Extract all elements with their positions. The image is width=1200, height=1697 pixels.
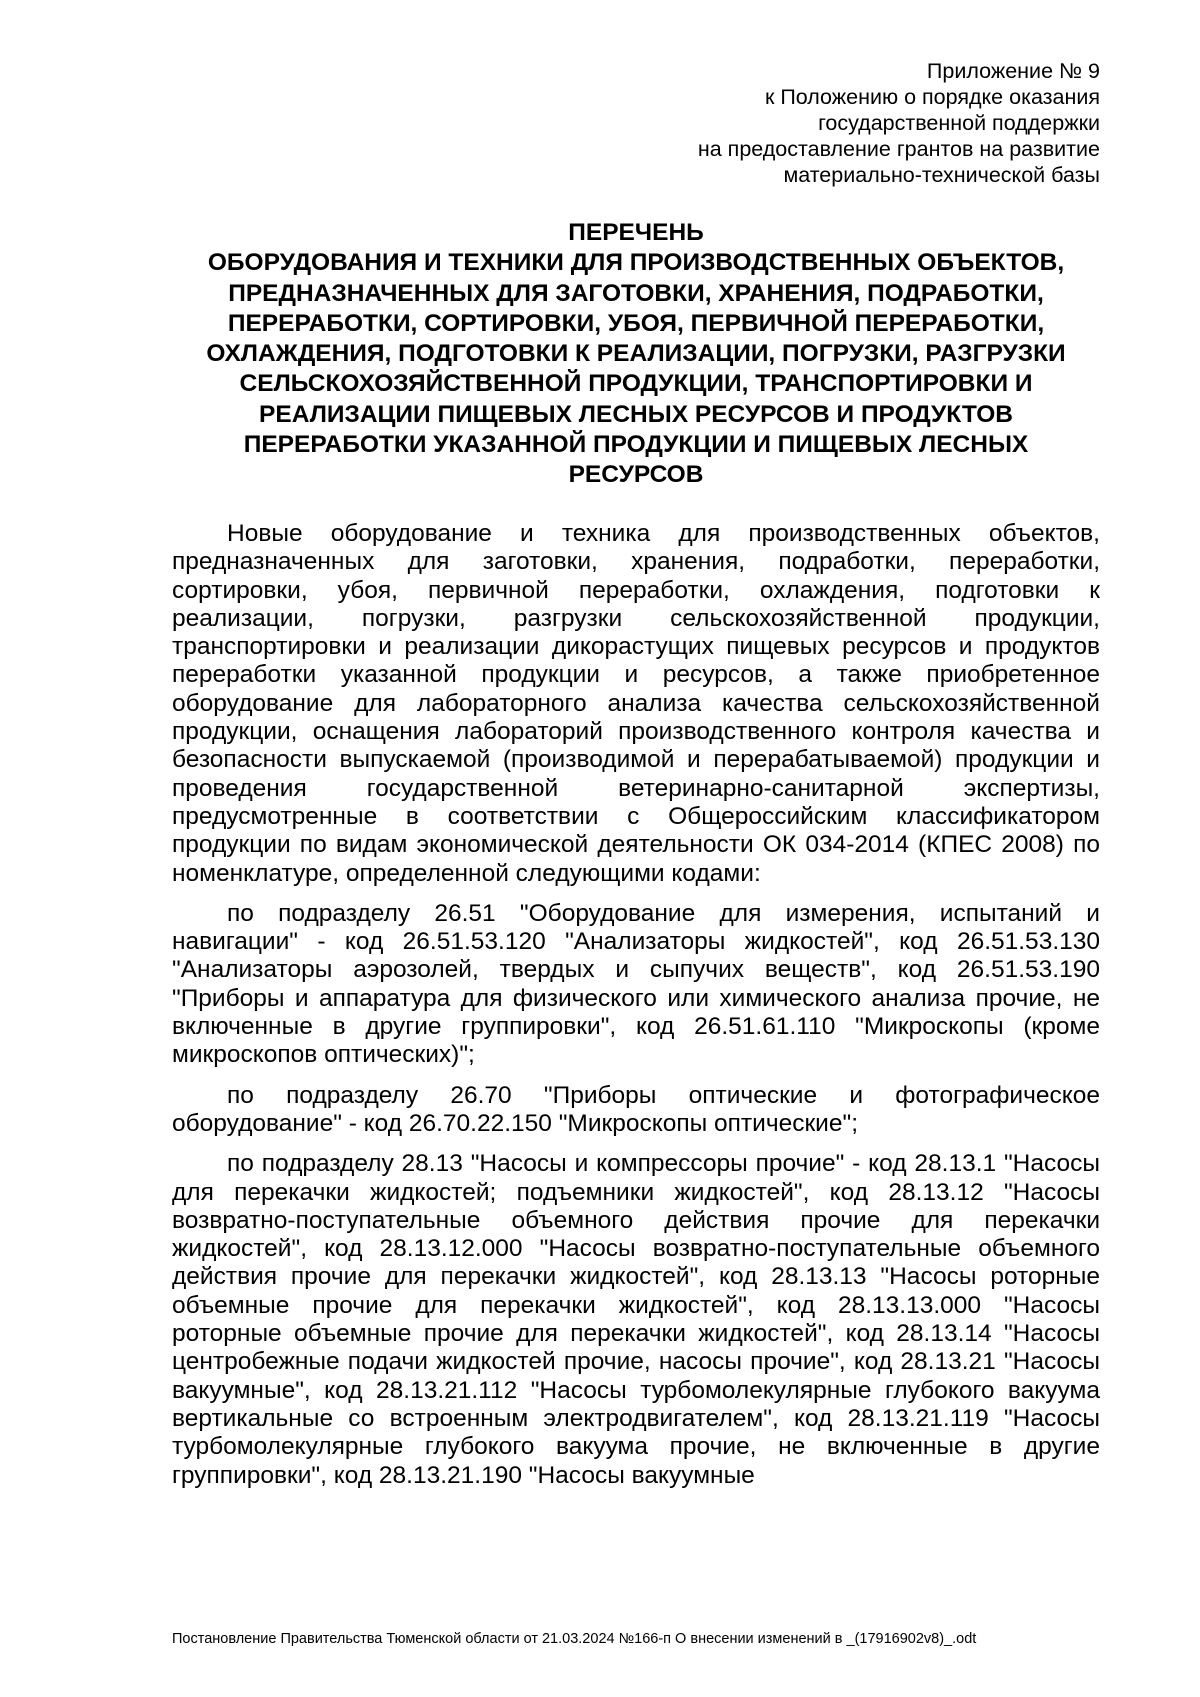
title-line: ПЕРЕРАБОТКИ УКАЗАННОЙ ПРОДУКЦИИ И ПИЩЕВЫХ ЛЕСНЫХ — [243, 431, 1029, 459]
paragraph-subsection-26-70: по подразделу 26.70 "Приборы оптические и фотографическое оборудование" - код 26.70.22.150 "Микроскопы оптические"; — [172, 1081, 1100, 1137]
paragraph-subsection-28-13: по подразделу 28.13 "Насосы и компрессоры прочие" - код 28.13.1 "Насосы для перекачки жидкостей; подъемники жидкостей", код 28.13.12 "Насосы возвратно-поступательные объемного действия прочие для перекачки жидкостей", код 28.13.12.000 "Насосы возвратно-поступательные объемного действия прочие для перекачки жидкостей", код 28.13.13 "Насосы роторные объемные прочие для перекачки жидкостей", код 28.13.13.000 "Насосы роторные объемные прочие для перекачки жидкостей", код 28.13.14 "Насосы центробежные подачи жидкостей прочие, насосы прочие", код 28.13.21 "Насосы вакуумные", код 28.13.21.112 "Насосы турбомолекулярные глубокого вакуума вертикальные со встроенным электродвигателем", код 28.13.21.119 "Насосы турбомолекулярные глубокого вакуума прочие, не включенные в другие группировки", код 28.13.21.190 "Насосы вакуумные — [172, 1150, 1100, 1489]
paragraph-intro: Новые оборудование и техника для производственных объектов, предназначенных для заготовки, хранения, подработки, переработки, сортировки, убоя, первичной переработки, охлаждения, подготовки к реализации, погрузки, разгрузки сельскохозяйственной продукции, транспортировки и реализации дикорастущих пищевых ресурсов и продуктов переработки указанной продукции и ресурсов, а также приобретенное оборудование для лабораторного анализа качества сельскохозяйственной продукции, оснащения лабораторий производственного контроля качества и безопасности выпускаемой (производимой и перерабатываемой) продукции и проведения государственной ветеринарно-санитарной экспертизы, предусмотренные в соответствии с Общероссийским классификатором продукции по видам экономической деятельности ОК 034-2014 (КПЕС 2008) по номенклатуре, определенной следующими кодами: — [172, 520, 1100, 887]
document-title — [172, 218, 1100, 491]
title-line: ПЕРЕРАБОТКИ, СОРТИРОВКИ, УБОЯ, ПЕРВИЧНОЙ ПЕРЕРАБОТКИ, — [227, 309, 1045, 337]
appendix-line: материально-технической базы — [783, 163, 1100, 187]
title-line: ОХЛАЖДЕНИЯ, ПОДГОТОВКИ К РЕАЛИЗАЦИИ, ПОГРУЗКИ, РАЗГРУЗКИ — [206, 340, 1066, 368]
title-line: СЕЛЬСКОХОЗЯЙСТВЕННОЙ ПРОДУКЦИИ, ТРАНСПОРТИРОВКИ И — [239, 370, 1033, 398]
title-line: РЕСУРСОВ — [568, 461, 704, 489]
title-line: ПЕРЕЧЕНЬ — [568, 219, 704, 246]
paragraph-subsection-26-51: по подразделу 26.51 "Оборудование для измерения, испытаний и навигации" - код 26.51.53.120 "Анализаторы жидкостей", код 26.51.53.130 "Анализаторы аэрозолей, твердых и сыпучих веществ", код 26.51.53.190 "Приборы и аппаратура для физического или химического анализа прочие, не включенные в другие группировки", код 26.51.61.110 "Микроскопы (кроме микроскопов оптических)"; — [172, 899, 1100, 1069]
appendix-header — [698, 58, 1100, 188]
document-body — [172, 520, 1100, 1502]
page-footer: Постановление Правительства Тюменской области от 21.03.2024 №166-п О внесении изменений в _(17916902v8)_.odt — [172, 1631, 977, 1647]
appendix-line: к Положению о порядке оказания — [764, 85, 1100, 109]
appendix-line: на предоставление грантов на развитие — [697, 137, 1100, 161]
title-line: РЕАЛИЗАЦИИ ПИЩЕВЫХ ЛЕСНЫХ РЕСУРСОВ И ПРОДУКТОВ — [259, 400, 1013, 428]
appendix-line: государственной поддержки — [818, 111, 1100, 135]
title-line: ПРЕДНАЗНАЧЕННЫХ ДЛЯ ЗАГОТОВКИ, ХРАНЕНИЯ, ПОДРАБОТКИ, — [228, 279, 1044, 307]
title-line: ОБОРУДОВАНИЯ И ТЕХНИКИ ДЛЯ ПРОИЗВОДСТВЕННЫХ ОБЪЕКТОВ, — [207, 249, 1065, 277]
appendix-line: Приложение № 9 — [926, 59, 1100, 83]
